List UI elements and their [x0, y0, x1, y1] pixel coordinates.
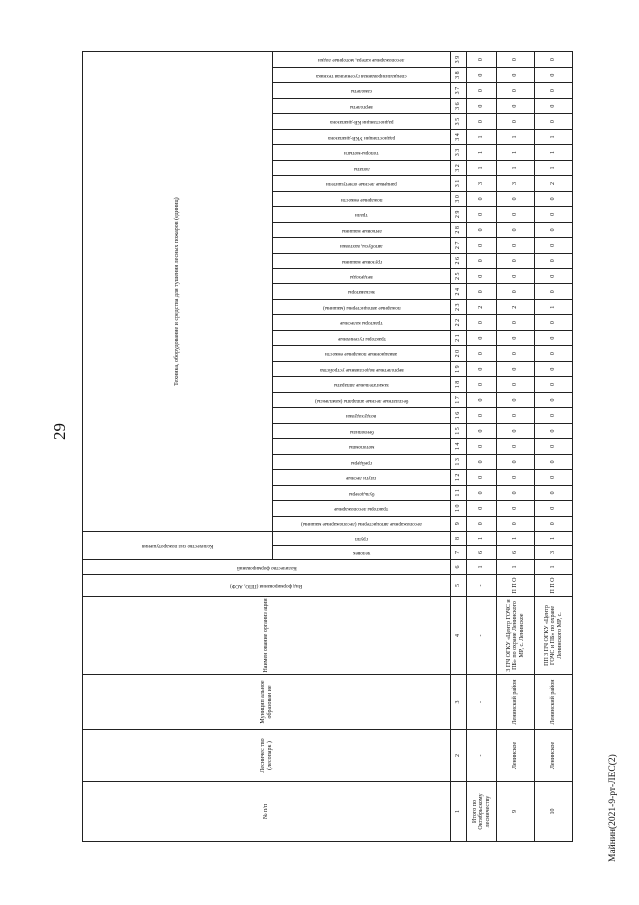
cell-groups: 1 — [467, 531, 497, 545]
cell-persons: 6 — [467, 546, 497, 560]
header-equipment-8: воздуходувки — [273, 408, 451, 423]
cell-equipment-30: 0 — [467, 67, 497, 82]
cell-equipment-31: 0 — [535, 52, 573, 68]
cell-equipment-16: 0 — [535, 284, 573, 299]
cell-equipment-16: 0 — [497, 284, 535, 299]
cell-forestry: - — [467, 730, 497, 782]
cell-equipment-14: 0 — [535, 315, 573, 330]
index-cell: 5 — [451, 575, 467, 597]
cell-equipment-18: 0 — [467, 253, 497, 268]
header-equipment-27: радиостанции КВ-диапазона — [273, 114, 451, 129]
header-equipment-24: лопаты — [273, 160, 451, 175]
cell-equipment-19: 0 — [535, 238, 573, 253]
cell-equipment-19: 0 — [497, 238, 535, 253]
cell-equipment-15: 2 — [497, 299, 535, 314]
cell-equipment-7: 0 — [535, 423, 573, 438]
cell-equipment-24: 1 — [535, 160, 573, 175]
index-cell: 3 1 — [451, 176, 467, 191]
cell-forestry: Ленинское — [497, 730, 535, 782]
cell-equipment-15: 1 — [535, 299, 573, 314]
cell-equipment-5: 0 — [535, 454, 573, 469]
cell-equipment-4: 0 — [467, 470, 497, 485]
index-cell: 6 — [451, 560, 467, 575]
cell-municipality: Ленинский район — [497, 675, 535, 730]
header-equipment-20: легковые машины — [273, 222, 451, 237]
index-cell: 2 8 — [451, 222, 467, 237]
table-row — [497, 52, 535, 842]
cell-equipment-20: 0 — [467, 222, 497, 237]
cell-equipment-3: 0 — [467, 485, 497, 500]
header-equipment-3: бульдозеры — [273, 485, 451, 500]
header-equipment-6: мотопомпы — [273, 439, 451, 454]
index-cell: 1 2 — [451, 470, 467, 485]
cell-equipment-8: 0 — [497, 408, 535, 423]
header-no: № п/п — [83, 782, 451, 842]
table-row — [467, 52, 497, 842]
cell-equipment-18: 0 — [497, 253, 535, 268]
index-cell: 1 7 — [451, 392, 467, 407]
header-equipment-2: тракторы лесопожарные — [273, 501, 451, 516]
cell-equipment-17: 0 — [497, 269, 535, 284]
index-cell: 2 3 — [451, 299, 467, 314]
index-cell: 8 — [451, 531, 467, 545]
header-equipment-18: грузовые машины — [273, 253, 451, 268]
cell-equipment-16: 0 — [467, 284, 497, 299]
cell-organization: 3 ПЧ ОГКУ «Центр ГОЧС и ПБ» по охране Ленинского МР, с. Ленинское — [497, 597, 535, 675]
cell-equipment-4: 0 — [535, 470, 573, 485]
index-cell: 3 — [451, 675, 467, 730]
header-equipment-17: вездеходы — [273, 269, 451, 284]
cell-equipment-12: 0 — [535, 346, 573, 361]
cell-equipment-9: 0 — [497, 392, 535, 407]
header-equipment-29: самолеты — [273, 83, 451, 98]
cell-formation-type: - — [467, 575, 497, 597]
cell-equipment-10: 0 — [467, 377, 497, 392]
cell-equipment-17: 0 — [467, 269, 497, 284]
header-equipment-4: плуги лесные — [273, 470, 451, 485]
cell-equipment-19: 0 — [467, 238, 497, 253]
cell-equipment-1: 0 — [497, 516, 535, 531]
cell-equipment-29: 0 — [467, 83, 497, 98]
header-equipment-5: грейдеры — [273, 454, 451, 469]
cell-equipment-23: 2 — [535, 176, 573, 191]
cell-equipment-25: 1 — [497, 145, 535, 160]
index-cell: 2 5 — [451, 269, 467, 284]
cell-formation-type: П П О — [497, 575, 535, 597]
index-cell: 3 0 — [451, 191, 467, 206]
cell-equipment-10: 0 — [535, 377, 573, 392]
cell-municipality: - — [467, 675, 497, 730]
cell-equipment-20: 0 — [497, 222, 535, 237]
cell-formation-type: П П О — [535, 575, 573, 597]
cell-formation-count: 1 — [535, 560, 573, 575]
index-cell: 4 — [451, 597, 467, 675]
cell-equipment-23: 3 — [497, 176, 535, 191]
index-cell: 1 — [451, 782, 467, 842]
cell-equipment-22: 0 — [535, 191, 573, 206]
header-equipment-12: авиационные пожарные емкости — [273, 346, 451, 361]
cell-equipment-25: 1 — [467, 145, 497, 160]
index-cell: 2 0 — [451, 346, 467, 361]
cell-municipality: Ленинский район — [535, 675, 573, 730]
document-code: Майнин(2021-9-рт-ЛЕС(2) — [608, 754, 618, 862]
cell-equipment-28: 0 — [535, 98, 573, 113]
header-equipment-11: вертолетные водосливные устройства — [273, 361, 451, 376]
header-equipment-22: пожарные емкости — [273, 191, 451, 206]
index-cell: 3 6 — [451, 98, 467, 113]
header-equipment-1: лесопожарные автоцистерны (лесопожарные машины) — [273, 516, 451, 531]
cell-equipment-17: 0 — [535, 269, 573, 284]
cell-equipment-14: 0 — [467, 315, 497, 330]
index-cell: 1 0 — [451, 501, 467, 516]
cell-equipment-5: 0 — [467, 454, 497, 469]
header-equipment-26: радиостанции УКВ-диапазона — [273, 129, 451, 144]
cell-equipment-27: 0 — [497, 114, 535, 129]
cell-equipment-6: 0 — [497, 439, 535, 454]
index-cell: 2 9 — [451, 207, 467, 222]
cell-equipment-6: 0 — [467, 439, 497, 454]
header-groups: групп — [273, 531, 451, 545]
cell-equipment-12: 0 — [497, 346, 535, 361]
cell-equipment-30: 0 — [497, 67, 535, 82]
cell-equipment-2: 0 — [535, 501, 573, 516]
cell-equipment-15: 2 — [467, 299, 497, 314]
cell-formation-count: 1 — [467, 560, 497, 575]
cell-equipment-5: 0 — [497, 454, 535, 469]
cell-equipment-1: 0 — [535, 516, 573, 531]
cell-equipment-12: 0 — [467, 346, 497, 361]
cell-equipment-21: 0 — [467, 207, 497, 222]
header-equipment-16: экскаваторы — [273, 284, 451, 299]
rotated-table-container — [82, 55, 563, 842]
cell-equipment-13: 0 — [535, 330, 573, 345]
header-persons: человек — [273, 546, 451, 560]
cell-equipment-13: 0 — [467, 330, 497, 345]
cell-equipment-29: 0 — [535, 83, 573, 98]
cell-equipment-27: 0 — [535, 114, 573, 129]
index-cell: 3 9 — [451, 52, 467, 68]
index-cell: 2 1 — [451, 330, 467, 345]
table-row — [535, 52, 573, 842]
cell-equipment-8: 0 — [535, 408, 573, 423]
header-equipment-28: вертолеты — [273, 98, 451, 113]
index-cell: 3 7 — [451, 83, 467, 98]
cell-equipment-22: 0 — [497, 191, 535, 206]
header-equipment-15: пожарные автоцистерны (машины) — [273, 299, 451, 314]
index-cell: 3 4 — [451, 129, 467, 144]
cell-no: 10 — [535, 782, 573, 842]
cell-equipment-24: 1 — [497, 160, 535, 175]
cell-equipment-6: 0 — [535, 439, 573, 454]
cell-equipment-8: 0 — [467, 408, 497, 423]
header-equipment-9: бесплатные лесные аппараты (комплексы) — [273, 392, 451, 407]
index-cell: 1 9 — [451, 361, 467, 376]
cell-equipment-21: 0 — [497, 207, 535, 222]
header-municipality: Муницип альное образован ие — [83, 675, 451, 730]
cell-groups: 1 — [535, 531, 573, 545]
cell-equipment-26: 1 — [497, 129, 535, 144]
index-cell: 2 6 — [451, 253, 467, 268]
cell-organization: ПП 3 ПЧ ОГКУ «Центр ГОЧС и ПБ» по охране Ленинского МР, с. — [535, 597, 573, 675]
cell-equipment-28: 0 — [467, 98, 497, 113]
cell-persons: 3 — [535, 546, 573, 560]
cell-equipment-28: 0 — [497, 98, 535, 113]
cell-equipment-2: 0 — [497, 501, 535, 516]
page-number: 29 — [50, 423, 69, 440]
header-equipment-13: тракторы гусеничные — [273, 330, 451, 345]
index-cell: 9 — [451, 516, 467, 531]
cell-no: Итого по Октябрьскому лесничеству — [467, 782, 497, 842]
header-equipment-7: бензопилы — [273, 423, 451, 438]
index-cell: 1 4 — [451, 439, 467, 454]
header-forces-count: Количество сил пожаротушения — [83, 531, 273, 559]
cell-equipment-25: 1 — [535, 145, 573, 160]
index-cell: 2 4 — [451, 284, 467, 299]
cell-equipment-2: 0 — [467, 501, 497, 516]
cell-equipment-20: 0 — [535, 222, 573, 237]
cell-equipment-7: 0 — [467, 423, 497, 438]
header-equipment-31: лесопожарные катера, моторные лодки — [273, 52, 451, 68]
cell-equipment-11: 0 — [467, 361, 497, 376]
cell-formation-count: 1 — [497, 560, 535, 575]
header-equipment-title: Техника, оборудование и средства для тушения лесных пожаров (единиц) — [83, 52, 273, 532]
cell-equipment-13: 0 — [497, 330, 535, 345]
cell-equipment-31: 0 — [467, 52, 497, 68]
cell-equipment-26: 1 — [467, 129, 497, 144]
header-equipment-30: специализированная гусеничная техника — [273, 67, 451, 82]
header-equipment-10: зажигательные аппараты — [273, 377, 451, 392]
header-equipment-21: трали — [273, 207, 451, 222]
cell-equipment-14: 0 — [497, 315, 535, 330]
index-cell: 3 2 — [451, 160, 467, 175]
index-cell: 3 3 — [451, 145, 467, 160]
index-cell: 7 — [451, 546, 467, 560]
cell-equipment-21: 0 — [535, 207, 573, 222]
cell-equipment-18: 0 — [535, 253, 573, 268]
header-formation-count: Количество формирований — [83, 560, 451, 575]
cell-groups: 1 — [497, 531, 535, 545]
header-forestry: Лесничес тво (лесопарк ) — [83, 730, 451, 782]
index-cell: 3 5 — [451, 114, 467, 129]
index-cell: 1 1 — [451, 485, 467, 500]
index-cell: 1 5 — [451, 423, 467, 438]
cell-equipment-30: 0 — [535, 67, 573, 82]
cell-no: 9 — [497, 782, 535, 842]
index-cell: 2 — [451, 730, 467, 782]
index-cell: 1 6 — [451, 408, 467, 423]
cell-equipment-26: 1 — [535, 129, 573, 144]
header-organization: Наимен ование организ ации — [83, 597, 451, 675]
cell-equipment-1: 0 — [467, 516, 497, 531]
header-equipment-23: ранцевые лесные огнетушители — [273, 176, 451, 191]
index-cell: 1 8 — [451, 377, 467, 392]
header-equipment-14: тракторы колесные — [273, 315, 451, 330]
cell-equipment-24: 1 — [467, 160, 497, 175]
cell-equipment-3: 0 — [535, 485, 573, 500]
cell-equipment-11: 0 — [497, 361, 535, 376]
index-cell: 2 2 — [451, 315, 467, 330]
cell-equipment-4: 0 — [497, 470, 535, 485]
cell-equipment-11: 0 — [535, 361, 573, 376]
index-cell: 2 7 — [451, 238, 467, 253]
cell-equipment-29: 0 — [497, 83, 535, 98]
cell-equipment-31: 0 — [497, 52, 535, 68]
cell-equipment-22: 0 — [467, 191, 497, 206]
header-equipment-19: автобусы, вахтовки — [273, 238, 451, 253]
cell-equipment-9: 0 — [535, 392, 573, 407]
cell-persons: 6 — [497, 546, 535, 560]
cell-equipment-3: 0 — [497, 485, 535, 500]
header-equipment-25: топоры-мотыги — [273, 145, 451, 160]
cell-equipment-9: 0 — [467, 392, 497, 407]
cell-equipment-10: 0 — [497, 377, 535, 392]
cell-forestry: Ленинское — [535, 730, 573, 782]
header-formation-type: Вид формирования (ППО, АСФ) — [83, 575, 451, 597]
cell-equipment-23: 3 — [467, 176, 497, 191]
cell-organization: - — [467, 597, 497, 675]
cell-equipment-27: 0 — [467, 114, 497, 129]
forest-fire-resources-table — [82, 51, 573, 842]
index-cell: 3 8 — [451, 67, 467, 82]
cell-equipment-7: 0 — [497, 423, 535, 438]
index-cell: 1 3 — [451, 454, 467, 469]
